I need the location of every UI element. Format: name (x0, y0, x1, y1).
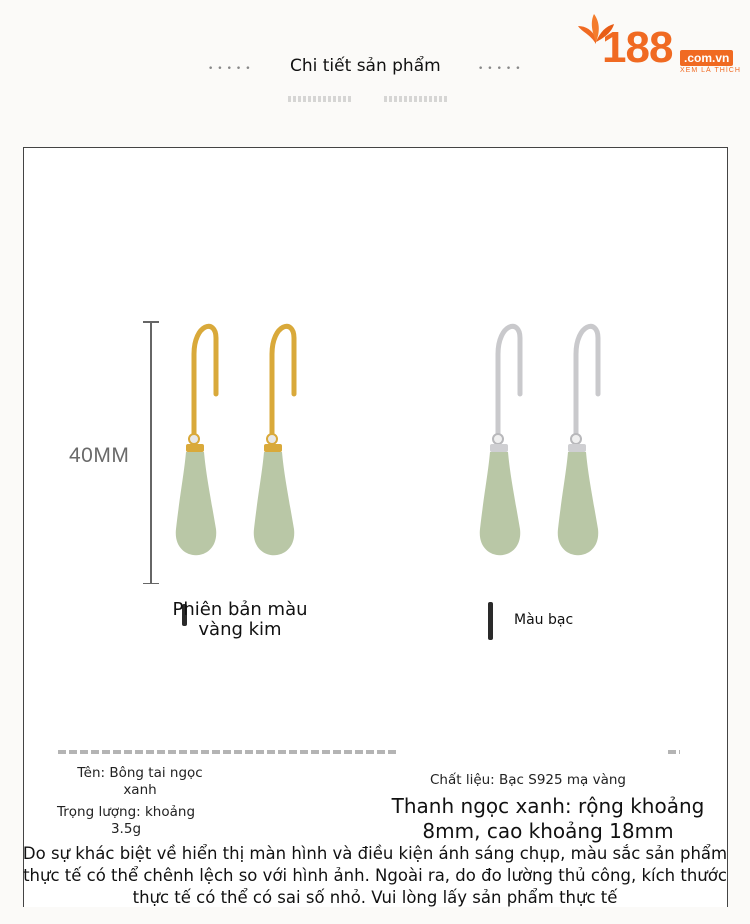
caption-silver-version: Màu bạc (514, 612, 574, 628)
spec-weight: Trọng lượng: khoảng 3.5g (56, 804, 196, 837)
dashed-divider-right (668, 750, 680, 754)
silver-earring-left (476, 314, 524, 584)
brand-domain: .com.vn (680, 50, 733, 66)
size-measure-bar (143, 321, 159, 584)
ghost-text-right (384, 96, 448, 102)
section-header (0, 54, 750, 84)
gold-earring-left (172, 314, 220, 584)
page-title: Chi tiết sản phẩm (290, 56, 441, 76)
disclaimer-text: Do sự khác biệt về hiển thị màn hình và điều kiện ánh sáng chụp, màu sắc sản phẩm thực tế có thể chênh lệch so với hình ảnh. Ngoài ra, do đo lường thủ công, kích thước thực tế có thể có sai số nhỏ. Vui lòng lấy sản phẩm thực tế (22, 844, 728, 907)
silver-earring-right (554, 314, 602, 584)
brand-tagline: XEM LÀ THÍCH (680, 67, 741, 74)
size-label: 40MM (69, 444, 130, 467)
ghost-text-left (288, 96, 352, 102)
decorative-dots-left: ••••• (208, 64, 255, 74)
caption-bar-silver (488, 602, 493, 640)
spec-name: Tên: Bông tai ngọc xanh (77, 765, 203, 798)
dashed-divider-left (58, 750, 396, 754)
spec-stone-size: Thanh ngọc xanh: rộng khoảng 8mm, cao khoảng 18mm (391, 794, 705, 843)
spec-material: Chất liệu: Bạc S925 mạ vàng (429, 772, 627, 788)
brand-number: 188 (602, 23, 673, 72)
gold-earring-right (250, 314, 298, 584)
caption-gold-version: Phiên bản màu vàng kim (172, 599, 308, 640)
decorative-dots-right: ••••• (478, 64, 525, 74)
